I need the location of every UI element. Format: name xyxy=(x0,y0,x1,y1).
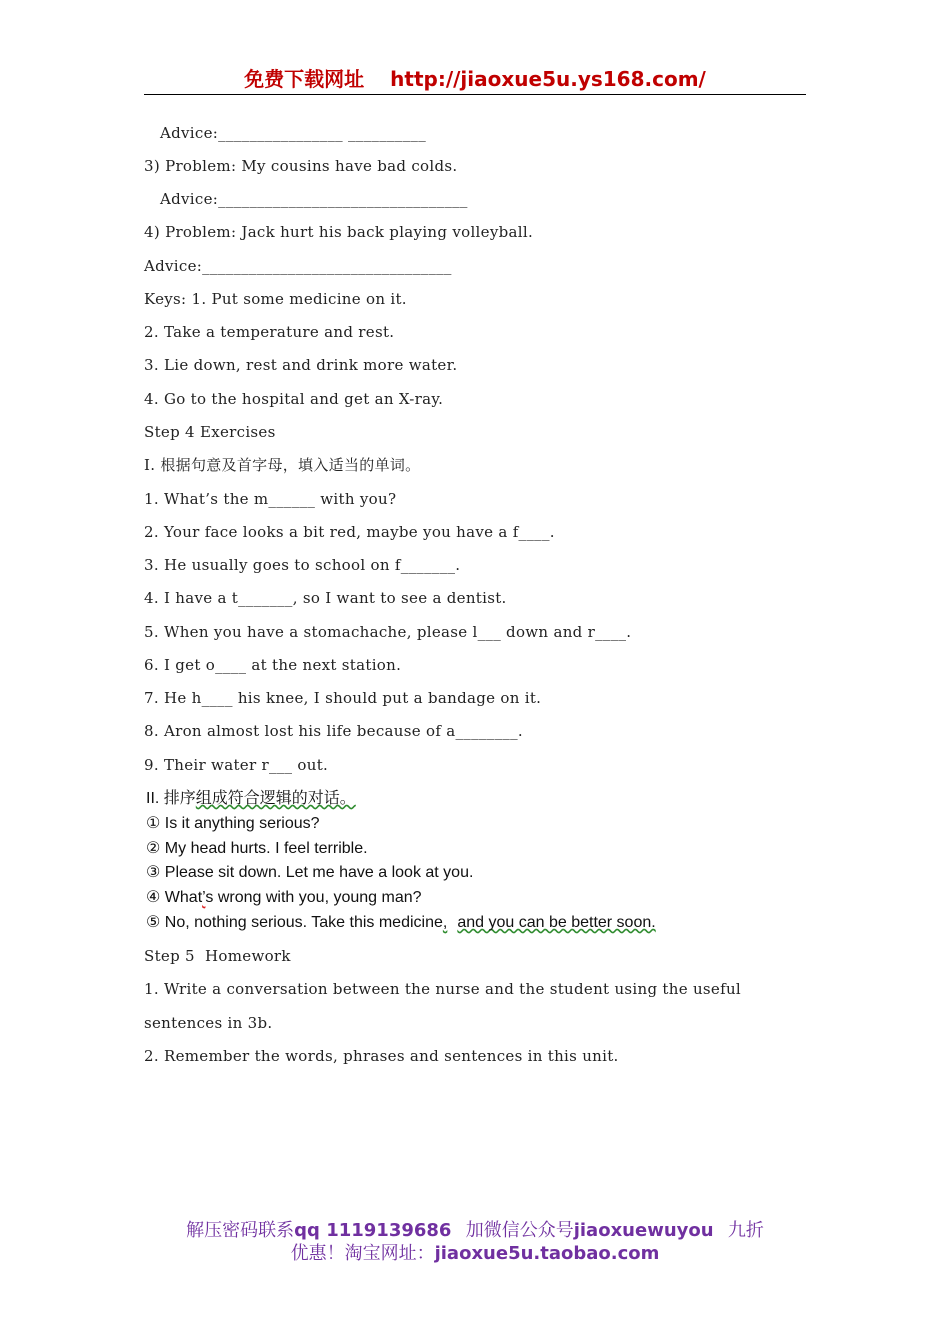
advice-line-4: Advice:________________________________ xyxy=(144,257,452,275)
dialogue-item-4-part-c: s wrong with you, young man? xyxy=(205,889,422,906)
keys-line-2: 2. Take a temperature and rest. xyxy=(144,323,395,341)
exercise-6: 6. I get o____ at the next station. xyxy=(144,656,402,674)
section1-instruction: I. 根据句意及首字母，填入适当的单词。 xyxy=(144,456,421,474)
exercise-7: 7. He h____ his knee, I should put a bandage on it. xyxy=(144,689,542,707)
section2-title: 组成符合逻辑的对话。 xyxy=(195,790,356,807)
dialogue-item-5 xyxy=(146,912,656,934)
step4-heading: Step 4 Exercises xyxy=(144,423,276,441)
header-label: 免费下载网址 xyxy=(244,67,365,91)
dialogue-item-2: ② My head hurts. I feel terrible. xyxy=(146,840,368,857)
exercise-3: 3. He usually goes to school on f_______. xyxy=(144,556,461,574)
homework-1-line-a: 1. Write a conversation between the nurse and the student using the useful xyxy=(144,980,742,998)
footer-wechat: jiaoxuewuyou xyxy=(573,1220,714,1241)
dialogue-item-4-part-a: ④ What xyxy=(146,889,203,906)
keys-line-4: 4. Go to the hospital and get an X-ray. xyxy=(144,390,444,408)
homework-1-line-b: sentences in 3b. xyxy=(144,1014,273,1032)
dialogue-item-3: ③ Please sit down. Let me have a look at you. xyxy=(146,864,474,881)
page-header xyxy=(144,64,806,95)
keys-line-1: Keys: 1. Put some medicine on it. xyxy=(144,290,407,308)
dialogue-item-5-part-c: and you can be better soon. xyxy=(457,914,656,931)
advice-line-2: Advice:________________ __________ xyxy=(160,124,427,142)
exercise-8: 8. Aron almost lost his life because of a________. xyxy=(144,722,523,740)
footer-taobao-label: 优惠！淘宝网址： xyxy=(290,1243,435,1264)
dialogue-item-5-comma: , xyxy=(442,914,448,931)
exercise-2: 2. Your face looks a bit red, maybe you have a f____. xyxy=(144,523,555,541)
dialogue-item-4-apostrophe: ’ xyxy=(202,889,206,906)
exercise-5: 5. When you have a stomachache, please l___ down and r____. xyxy=(144,623,632,641)
exercise-1: 1. What’s the m______ with you? xyxy=(144,490,397,508)
footer-discount: 九折 xyxy=(727,1220,764,1241)
header-url-link[interactable]: http://jiaoxue5u.ys168.com/ xyxy=(390,67,706,91)
footer-qq: qq 1119139686 xyxy=(294,1220,452,1241)
exercise-4: 4. I have a t_______, so I want to see a dentist. xyxy=(144,589,507,607)
dialogue-item-1: ① Is it anything serious? xyxy=(146,815,320,832)
keys-line-3: 3. Lie down, rest and drink more water. xyxy=(144,356,458,374)
step5-heading: Step 5 Homework xyxy=(144,947,291,965)
footer-line-2 xyxy=(0,1242,950,1266)
footer-taobao-link[interactable]: jiaoxue5u.taobao.com xyxy=(434,1243,660,1264)
footer-line-1 xyxy=(0,1219,950,1243)
footer-contact-label: 解压密码联系 xyxy=(186,1220,295,1241)
footer-wechat-label: 加微信公众号 xyxy=(465,1220,574,1241)
section2-instruction xyxy=(146,788,356,810)
dialogue-item-4 xyxy=(146,887,422,909)
exercise-9: 9. Their water r___ out. xyxy=(144,756,329,774)
problem-4: 4) Problem: Jack hurt his back playing volleyball. xyxy=(144,223,534,241)
homework-2: 2. Remember the words, phrases and sentences in this unit. xyxy=(144,1047,619,1065)
section2-prefix: II. 排序 xyxy=(146,790,196,807)
problem-3: 3) Problem: My cousins have bad colds. xyxy=(144,157,458,175)
dialogue-item-5-part-a: ⑤ No, nothing serious. Take this medicine xyxy=(146,914,443,931)
advice-line-3: Advice:________________________________ xyxy=(160,190,468,208)
